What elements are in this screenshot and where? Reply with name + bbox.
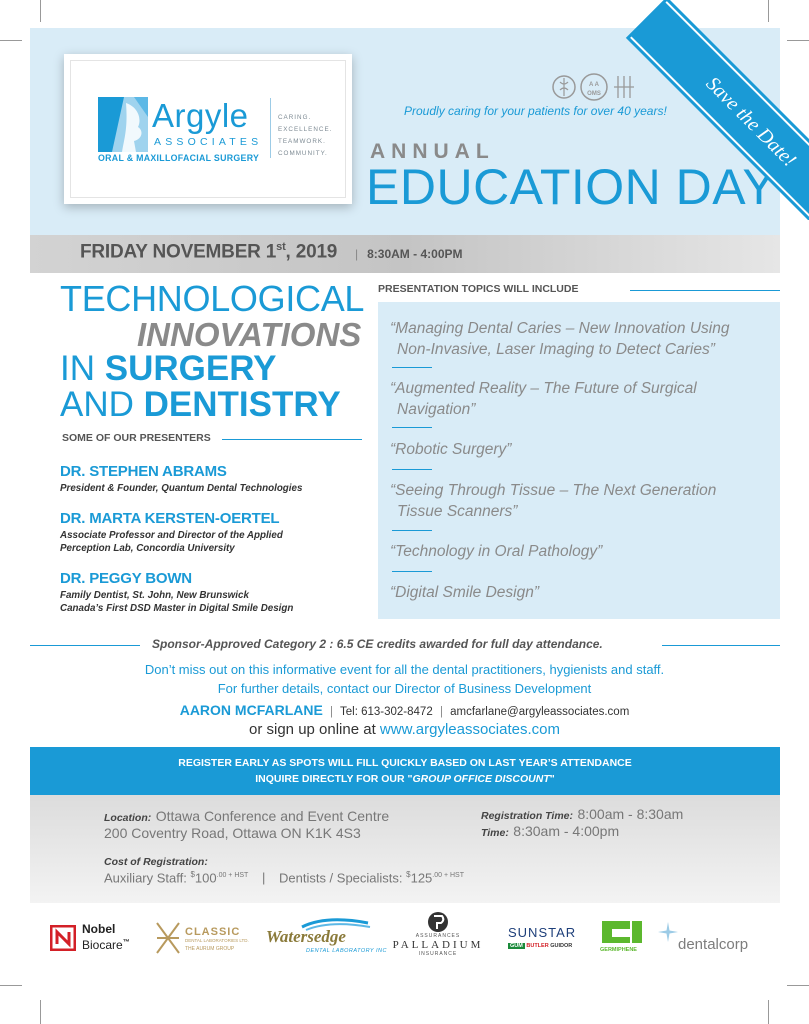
date-year: , 2019 (285, 241, 338, 263)
topic-line: “Managing Dental Caries – New Innovation Using (390, 320, 730, 337)
brand-name: Argyle (152, 97, 249, 134)
brand-associates: ASSOCIATES (154, 136, 263, 148)
aux-cents: .00 + HST (216, 872, 249, 879)
topic-item (390, 318, 770, 360)
topic-separator (392, 367, 432, 368)
sunstar-brands (508, 943, 572, 949)
topic-line: “Augmented Reality – The Future of Surgical (390, 380, 697, 397)
nobel-n-icon (50, 925, 76, 951)
topic-item (390, 582, 770, 603)
topic-separator (392, 469, 432, 470)
topic-item (390, 541, 770, 562)
date-separator: | (355, 247, 359, 261)
aux-price: 100 (194, 870, 217, 886)
nobel-text: Nobel (82, 922, 116, 936)
dent-cents: .00 + HST (432, 872, 465, 879)
date-day: FRIDAY NOVEMBER 1 (80, 241, 277, 263)
registration-time-value: 8:00am - 8:30am (577, 806, 684, 822)
crop-mark (0, 40, 22, 41)
registration-time-line (481, 806, 683, 824)
event-title: EDUCATION DAY (366, 159, 777, 215)
location-label: Location: (104, 812, 152, 824)
headline-and: AND (60, 385, 144, 424)
motto-item: EXCELLENCE. (278, 126, 333, 133)
brand-mottos (278, 112, 332, 160)
guidor-brand: GUIDOR (550, 943, 573, 949)
biocare-text: Biocare (82, 938, 123, 952)
topic-line: Tissue Scanners” (397, 503, 518, 520)
event-date (80, 241, 337, 263)
register-line-2 (30, 773, 780, 785)
sponsor-rule-left (30, 645, 140, 646)
headline-dentistry (60, 385, 341, 425)
topic-line: “Robotic Surgery” (390, 441, 512, 458)
event-time-line (481, 823, 619, 841)
topic-separator (392, 427, 432, 428)
cost-label: Cost of Registration: (104, 856, 208, 868)
topic-line: “Digital Smile Design” (390, 584, 540, 601)
contact-line (0, 702, 809, 718)
motto-item: CARING. (278, 114, 312, 121)
registration-time-label: Registration Time: (481, 810, 573, 822)
aux-dollar: $ (190, 870, 195, 879)
crop-mark (0, 985, 22, 986)
sponsor-rule-right (662, 645, 780, 646)
brand-subtitle: ORAL & MAXILLOFACIAL SURGERY (98, 153, 260, 163)
argyle-logo-icon (98, 97, 148, 152)
topic-separator (392, 571, 432, 572)
germiphene-text: GERMIPHENE (600, 947, 637, 953)
contact-separator: | (330, 706, 334, 718)
signup-line (0, 721, 809, 738)
aurum-text: THE AURUM GROUP (185, 946, 235, 952)
topic-item (390, 480, 770, 522)
headline-dentistry-word: DENTISTRY (143, 385, 341, 424)
motto-item: COMMUNITY. (278, 150, 328, 157)
classic-sub: DENTAL LABORATORIES LTD. (185, 938, 249, 943)
contact-email[interactable]: amcfarlane@argyleassociates.com (450, 706, 630, 718)
headline-technological: TECHNOLOGICAL (60, 278, 365, 319)
svg-text:A A: A A (589, 82, 599, 88)
annual-label: ANNUAL (370, 140, 495, 163)
presenter-desc: Canada’s First DSD Master in Digital Smile Design (60, 603, 294, 614)
save-the-date-ribbon (590, 0, 809, 220)
presenter-desc: Associate Professor and Director of the Applied (60, 530, 283, 541)
sunstar-text: SUNSTAR (508, 925, 577, 940)
presenter-desc: Perception Lab, Concordia University (60, 543, 235, 554)
topic-line: Navigation” (397, 401, 476, 418)
location-venue: Ottawa Conference and Event Centre (155, 808, 390, 824)
topic-line: “Technology in Oral Pathology” (390, 543, 603, 560)
event-time (355, 247, 463, 261)
dentalcorp-star-icon (658, 922, 678, 942)
germiphene-mark-icon (600, 917, 644, 945)
location-line-1 (104, 808, 389, 826)
headline-surgery (60, 349, 277, 389)
dent-dollar: $ (406, 870, 411, 879)
palladium-top: ASSURANCES (415, 933, 461, 939)
topics-rule (630, 290, 780, 291)
presenters-heading: SOME OF OUR PRESENTERS (62, 432, 211, 444)
contact-separator: | (439, 706, 443, 718)
nobel-tm: ™ (122, 939, 130, 946)
headline-innovations: INNOVATIONS (137, 316, 362, 353)
register-prefix: INQUIRE DIRECTLY FOR OUR " (255, 773, 413, 785)
time-label: Time: (481, 827, 509, 839)
topic-separator (392, 530, 432, 531)
cost-separator: | (261, 870, 266, 886)
brand-divider (270, 98, 271, 158)
time-range: 8:30AM - 4:00PM (367, 247, 463, 261)
dent-label: Dentists / Specialists: (278, 870, 407, 886)
crop-mark (787, 985, 809, 986)
topic-line: Non-Invasive, Laser Imaging to Detect Caries” (397, 341, 715, 358)
signup-prefix: or sign up online at (249, 721, 380, 738)
headline-in: IN (60, 349, 105, 388)
watersedge-text: Watersedge (266, 927, 346, 946)
dentalcorp-text: dentalcorp (678, 936, 749, 953)
crop-mark (40, 0, 41, 22)
tagline: Proudly caring for your patients for over 40 years! (404, 104, 667, 118)
register-suffix: " (549, 773, 555, 785)
palladium-logo (386, 911, 490, 957)
crop-mark (40, 1000, 41, 1024)
info-line-1: Don’t miss out on this informative event for all the dental practitioners, hygienists and staff. (144, 662, 665, 677)
presenter-name: DR. MARTA KERSTEN-OERTEL (60, 510, 280, 527)
butler-brand: BUTLER (526, 943, 549, 949)
cost-line (104, 870, 464, 885)
register-line-1: REGISTER EARLY AS SPOTS WILL FILL QUICKLY BASED ON LAST YEAR’S ATTENDANCE (178, 757, 632, 769)
badge-oms-text: OMS (587, 91, 601, 97)
signup-url-link[interactable]: www.argyleassociates.com (379, 721, 560, 738)
presenter-desc: President & Founder, Quantum Dental Technologies (60, 483, 303, 494)
palladium-mark-icon (427, 911, 449, 933)
ce-credits-note: Sponsor-Approved Category 2 : 6.5 CE credits awarded for full day attendance. (152, 637, 603, 651)
presenters-rule (222, 439, 362, 440)
watersedge-sub: DENTAL LABORATORY INC (306, 948, 388, 954)
date-suffix: st (276, 241, 286, 253)
classic-mark-icon (155, 921, 181, 955)
info-line-2: For further details, contact our Director of Business Development (217, 681, 592, 696)
headline-surgery-word: SURGERY (104, 349, 277, 388)
palladium-text: PALLADIUM (392, 939, 484, 951)
location-address: 200 Coventry Road, Ottawa ON K1K 4S3 (104, 825, 361, 841)
contact-tel[interactable]: Tel: 613-302-8472 (340, 706, 433, 718)
classic-text: CLASSIC (185, 926, 241, 938)
presenter-name: DR. PEGGY BOWN (60, 570, 192, 587)
ribbon-text: Save the Date! (630, 1, 809, 220)
presenter-desc: Family Dentist, St. John, New Brunswick (60, 590, 249, 601)
contact-name: AARON MCFARLANE (179, 702, 323, 718)
palladium-bottom: INSURANCE (418, 951, 458, 957)
topics-heading: PRESENTATION TOPICS WILL INCLUDE (378, 283, 579, 295)
dent-price: 125 (410, 870, 433, 886)
group-discount-text: GROUP OFFICE DISCOUNT (412, 773, 550, 785)
register-bar (30, 747, 780, 795)
sunstar-logo (508, 925, 577, 949)
gum-brand: GUM (510, 943, 523, 949)
crop-mark (768, 1000, 769, 1024)
aux-label: Auxiliary Staff: (104, 870, 191, 886)
presenter-name: DR. STEPHEN ABRAMS (60, 463, 227, 480)
topic-item (390, 378, 770, 420)
motto-item: TEAMWORK. (278, 138, 326, 145)
time-value: 8:30am - 4:00pm (513, 823, 620, 839)
nobel-row-2 (82, 936, 130, 952)
topic-item (390, 439, 770, 460)
topic-line: “Seeing Through Tissue – The Next Generation (390, 482, 717, 499)
